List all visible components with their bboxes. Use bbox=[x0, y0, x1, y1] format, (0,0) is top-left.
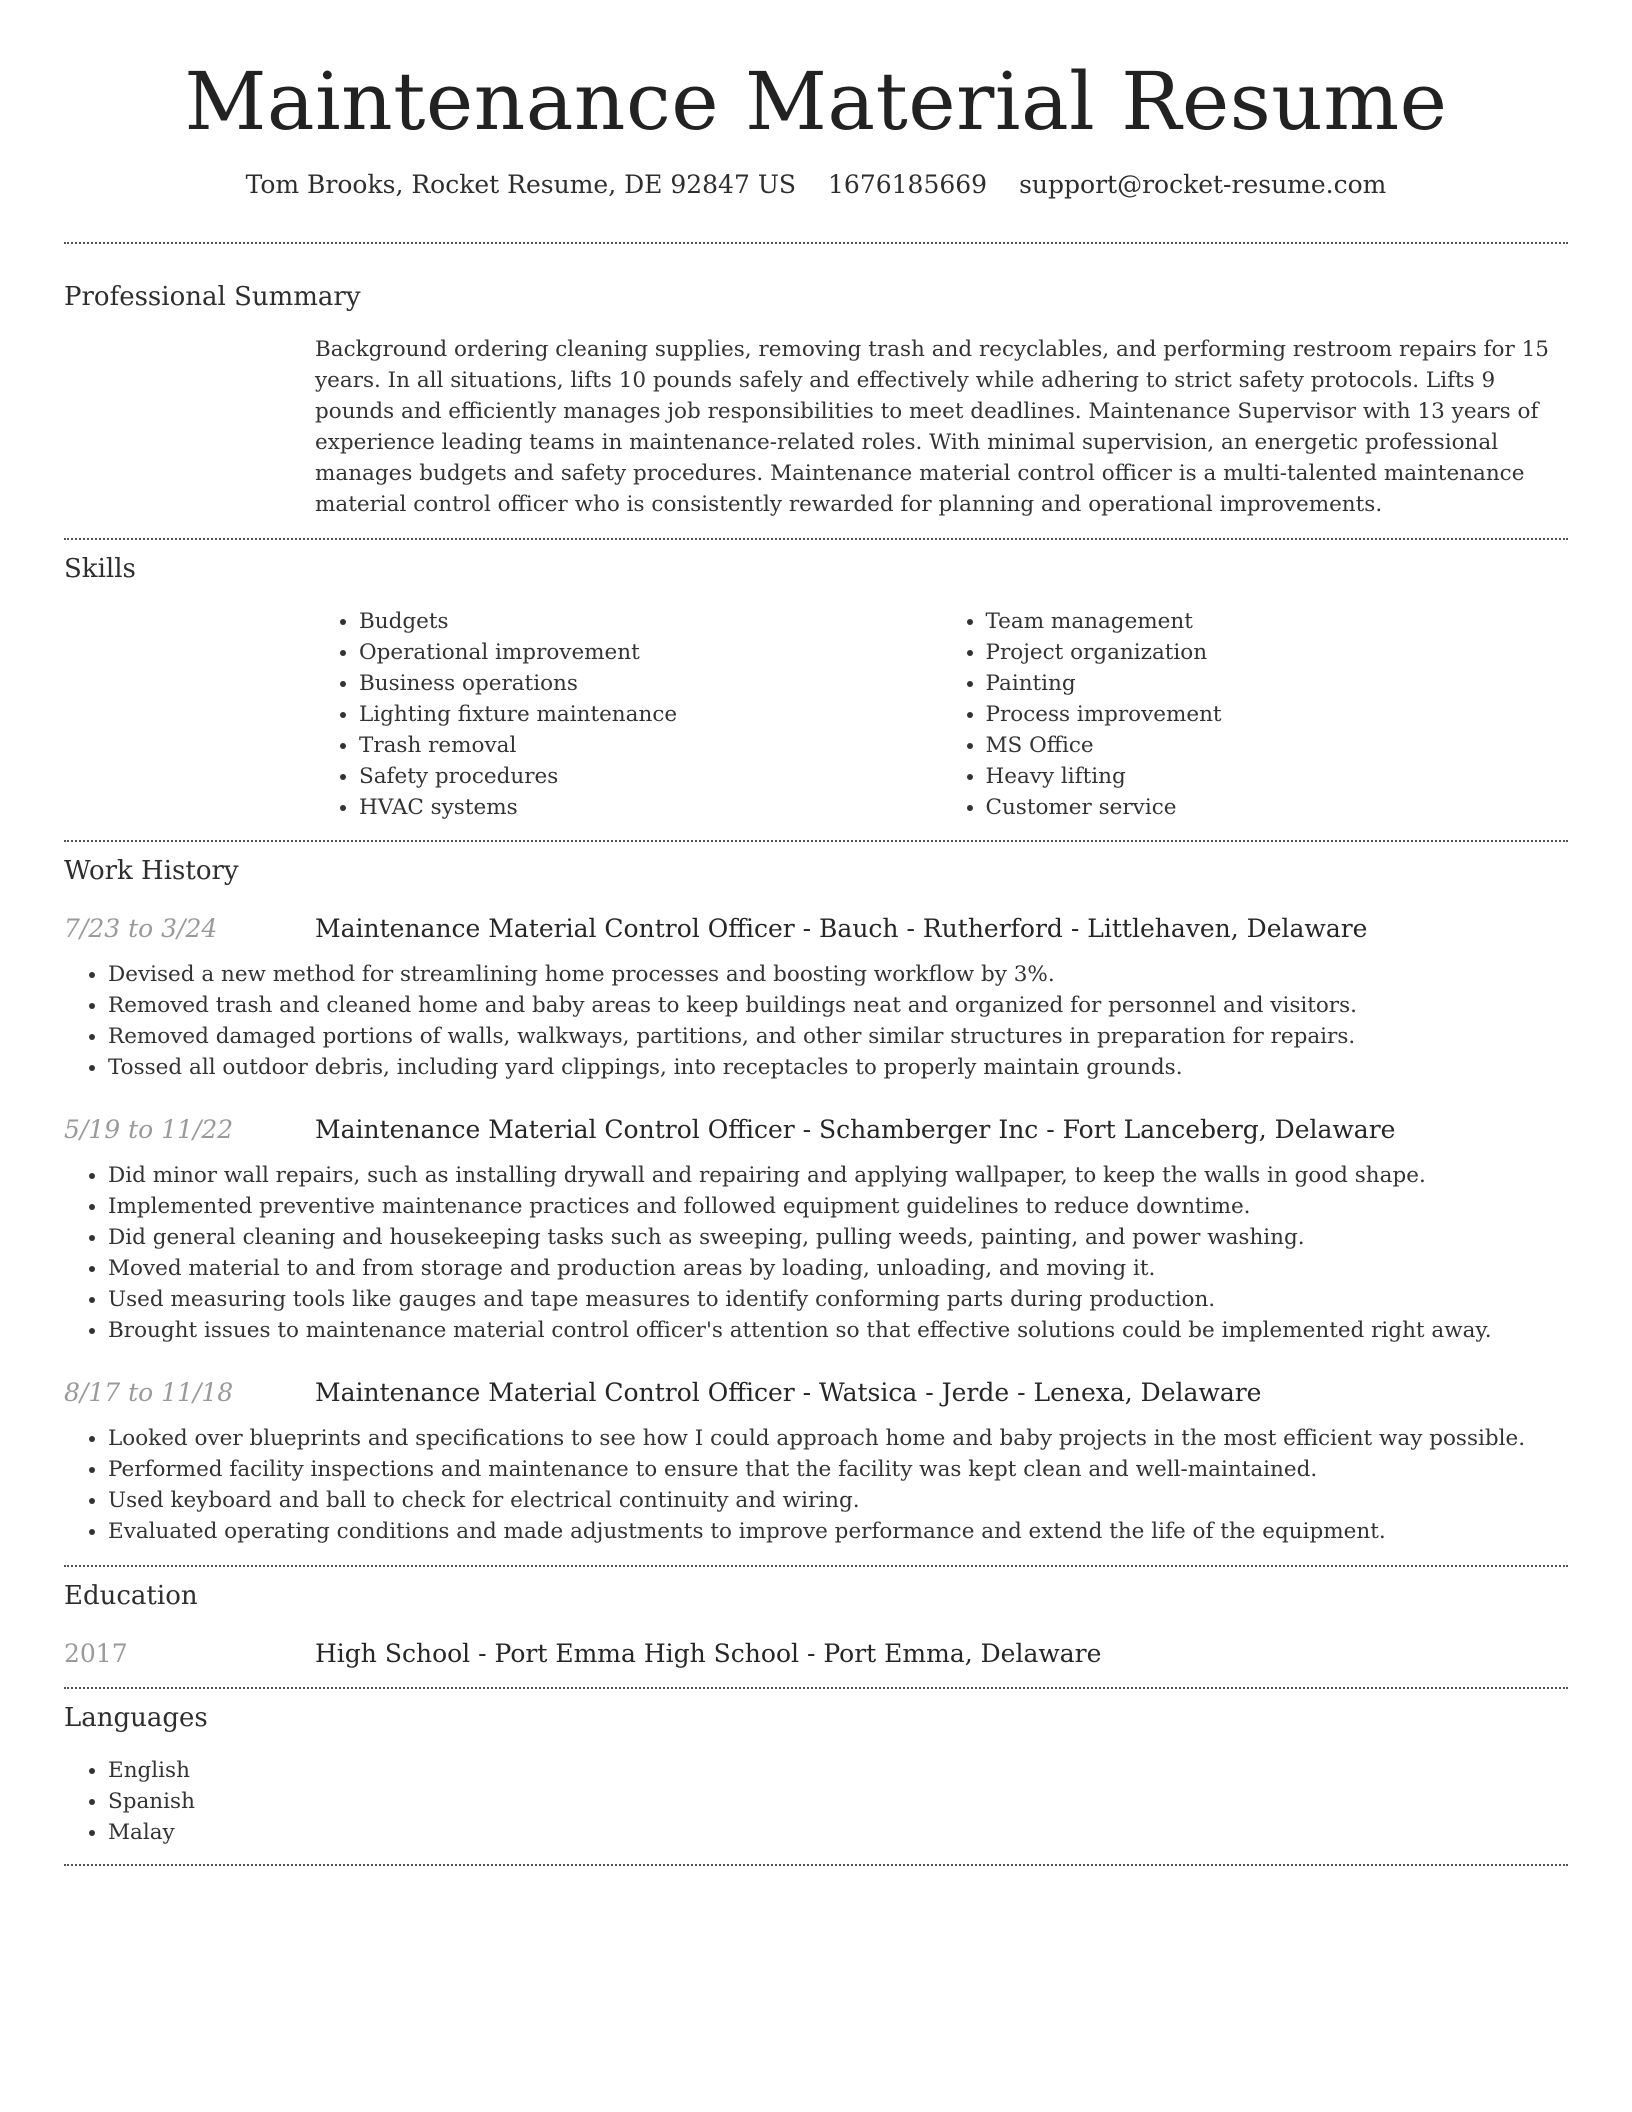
skill-item: • HVAC systems bbox=[359, 792, 942, 823]
skill-item: • Safety procedures bbox=[359, 761, 942, 792]
skill-item: • Customer service bbox=[986, 792, 1569, 823]
skill-item: • Budgets bbox=[359, 606, 942, 637]
summary-text: Background ordering cleaning supplies, removing trash and recyclables, and performing restroom repairs for 15 years. In all situations, lifts 10 pounds safely and effectively while adhering to strict safety protocols. Lifts 9 pounds and efficiently manages job responsibilities to meet deadlines. Maintenance Supervisor with 13 years of experience leading teams in maintenance-related roles. With minimal supervision, an energetic professional manages budgets and safety procedures. Maintenance material control officer is a multi-talented maintenance material control officer who is consistently rewarded for planning and operational improvements. bbox=[315, 337, 1549, 517]
job-dates: 5/19 to 11/22 bbox=[64, 1115, 234, 1144]
duty-item: • Used measuring tools like gauges and tape measures to identify conforming parts during production. bbox=[108, 1284, 1568, 1315]
divider bbox=[64, 1864, 1568, 1866]
skill-item: • Process improvement bbox=[986, 699, 1569, 730]
job-duties bbox=[64, 1160, 1568, 1346]
job-header bbox=[64, 1113, 1568, 1147]
skill-item: • Project organization bbox=[986, 637, 1569, 668]
contact-phone: 1676185669 bbox=[828, 170, 988, 199]
education-heading: Education bbox=[64, 1581, 198, 1611]
job-entry bbox=[64, 912, 1568, 1083]
duty-item: • Removed damaged portions of walls, walkways, partitions, and other similar structures in preparation for repairs. bbox=[108, 1021, 1568, 1052]
job-header bbox=[64, 912, 1568, 946]
job-header bbox=[64, 1376, 1568, 1410]
education-school: High School - Port Emma High School - Port Emma, Delaware bbox=[315, 1639, 1102, 1668]
job-title: Maintenance Material Control Officer - Schamberger Inc - Fort Lanceberg, Delaware bbox=[315, 1115, 1396, 1144]
education-entry bbox=[64, 1637, 1568, 1671]
duty-item: • Devised a new method for streamlining home processes and boosting workflow by 3%. bbox=[108, 959, 1568, 990]
languages-list bbox=[64, 1755, 1568, 1848]
contact-address: Tom Brooks, Rocket Resume, DE 92847 US bbox=[245, 170, 797, 199]
duty-item: • Tossed all outdoor debris, including yard clippings, into receptacles to properly maintain grounds. bbox=[108, 1052, 1568, 1083]
skills-heading: Skills bbox=[64, 554, 136, 584]
duty-item: • Implemented preventive maintenance practices and followed equipment guidelines to reduce downtime. bbox=[108, 1191, 1568, 1222]
duty-item: • Moved material to and from storage and production areas by loading, unloading, and moving it. bbox=[108, 1253, 1568, 1284]
contact-line bbox=[64, 168, 1568, 202]
duty-item: • Removed trash and cleaned home and baby areas to keep buildings neat and organized for personnel and visitors. bbox=[108, 990, 1568, 1021]
duty-item: • Evaluated operating conditions and made adjustments to improve performance and extend the life of the equipment. bbox=[108, 1516, 1568, 1547]
skill-item: • Team management bbox=[986, 606, 1569, 637]
work-history-section bbox=[64, 842, 1568, 1565]
skills-list bbox=[315, 606, 1568, 823]
skill-item: • Heavy lifting bbox=[986, 761, 1569, 792]
languages-section bbox=[64, 1689, 1568, 1864]
job-dates: 7/23 to 3/24 bbox=[64, 914, 218, 943]
skill-item: • Business operations bbox=[359, 668, 942, 699]
job-duties bbox=[64, 959, 1568, 1083]
duty-item: • Used keyboard and ball to check for electrical continuity and wiring. bbox=[108, 1485, 1568, 1516]
education-year: 2017 bbox=[64, 1639, 128, 1668]
job-title: Maintenance Material Control Officer - Bauch - Rutherford - Littlehaven, Delaware bbox=[315, 914, 1368, 943]
skills-column-right bbox=[942, 606, 1569, 823]
contact-email: support@rocket-resume.com bbox=[1019, 170, 1387, 199]
job-entry bbox=[64, 1113, 1568, 1346]
skills-column-left bbox=[315, 606, 942, 823]
duty-item: • Looked over blueprints and specifications to see how I could approach home and baby projects in the most efficient way possible. bbox=[108, 1423, 1568, 1454]
duty-item: • Did general cleaning and housekeeping tasks such as sweeping, pulling weeds, painting, and power washing. bbox=[108, 1222, 1568, 1253]
skill-item: • Lighting fixture maintenance bbox=[359, 699, 942, 730]
skill-item: • Trash removal bbox=[359, 730, 942, 761]
language-item: • Malay bbox=[108, 1817, 1568, 1848]
resume-title: Maintenance Material Resume bbox=[184, 55, 1448, 148]
skills-section bbox=[64, 540, 1568, 840]
job-title: Maintenance Material Control Officer - Watsica - Jerde - Lenexa, Delaware bbox=[315, 1378, 1262, 1407]
job-dates: 8/17 to 11/18 bbox=[64, 1378, 234, 1407]
job-entry bbox=[64, 1376, 1568, 1547]
summary-heading: Professional Summary bbox=[64, 282, 361, 312]
summary-section bbox=[64, 244, 1568, 538]
duty-item: • Did minor wall repairs, such as installing drywall and repairing and applying wallpaper, to keep the walls in good shape. bbox=[108, 1160, 1568, 1191]
skill-item: • Operational improvement bbox=[359, 637, 942, 668]
language-item: • English bbox=[108, 1755, 1568, 1786]
languages-heading: Languages bbox=[64, 1703, 208, 1733]
job-duties bbox=[64, 1423, 1568, 1547]
duty-item: • Brought issues to maintenance material control officer's attention so that effective solutions could be implemented right away. bbox=[108, 1315, 1568, 1346]
education-section bbox=[64, 1567, 1568, 1687]
language-item: • Spanish bbox=[108, 1786, 1568, 1817]
duty-item: • Performed facility inspections and maintenance to ensure that the facility was kept clean and well-maintained. bbox=[108, 1454, 1568, 1485]
skill-item: • Painting bbox=[986, 668, 1569, 699]
work-history-heading: Work History bbox=[64, 856, 239, 886]
skill-item: • MS Office bbox=[986, 730, 1569, 761]
